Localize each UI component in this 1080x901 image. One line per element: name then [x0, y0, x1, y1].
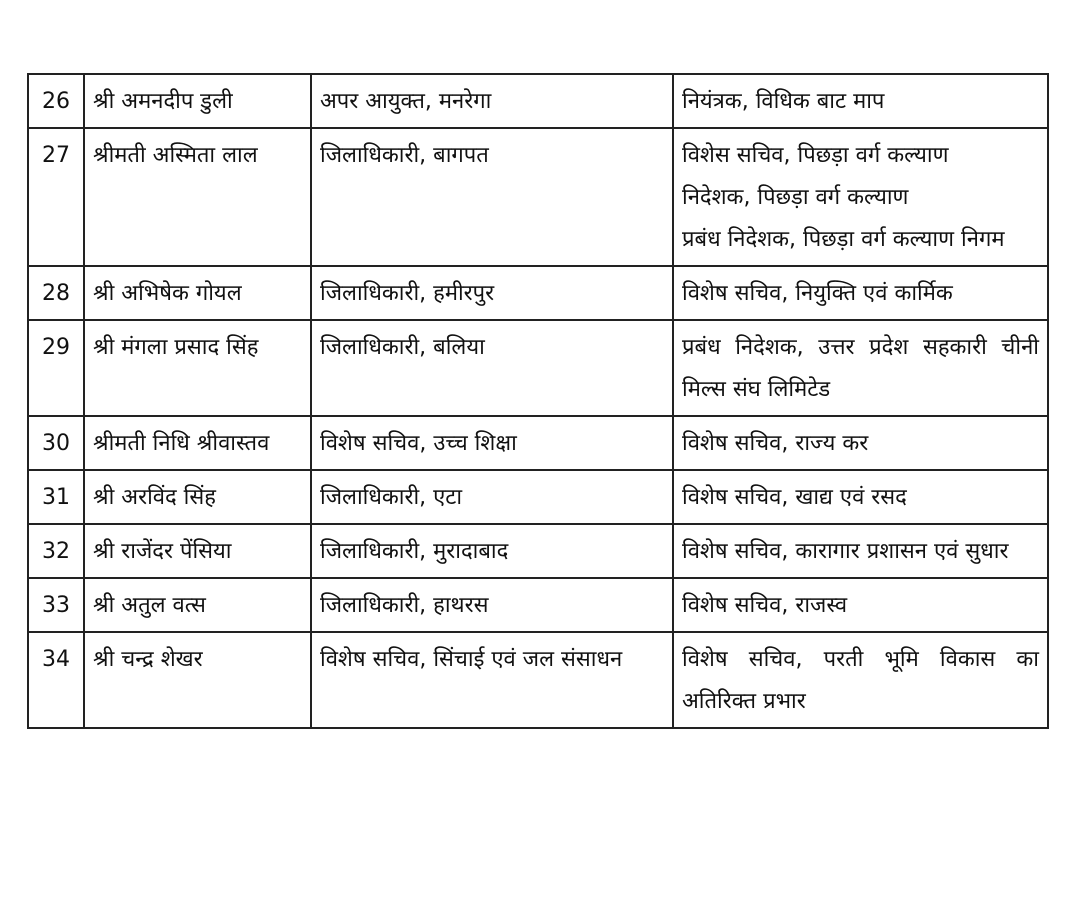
officer-name: श्री अभिषेक गोयल: [84, 266, 311, 320]
officer-name: श्री मंगला प्रसाद सिंह: [84, 320, 311, 416]
table-row: [28, 320, 1048, 416]
table-row: [28, 128, 1048, 266]
transfer-list-table: [27, 73, 1049, 729]
table-row: [28, 578, 1048, 632]
new-posting: विशेष सचिव, राजस्व: [673, 578, 1048, 632]
serial-number: 31: [28, 470, 84, 524]
serial-number: 30: [28, 416, 84, 470]
current-posting: जिलाधिकारी, एटा: [311, 470, 673, 524]
current-posting: विशेष सचिव, उच्च शिक्षा: [311, 416, 673, 470]
serial-number: 27: [28, 128, 84, 266]
current-posting: जिलाधिकारी, हमीरपुर: [311, 266, 673, 320]
officer-name: श्री चन्द्र शेखर: [84, 632, 311, 728]
current-posting: जिलाधिकारी, बलिया: [311, 320, 673, 416]
serial-number: 34: [28, 632, 84, 728]
officer-name: श्री राजेंदर पेंसिया: [84, 524, 311, 578]
current-posting: जिलाधिकारी, मुरादाबाद: [311, 524, 673, 578]
officer-name: श्रीमती अस्मिता लाल: [84, 128, 311, 266]
current-posting: अपर आयुक्त, मनरेगा: [311, 74, 673, 128]
new-posting: विशेष सचिव, नियुक्ति एवं कार्मिक: [673, 266, 1048, 320]
serial-number: 26: [28, 74, 84, 128]
table-row: [28, 470, 1048, 524]
table-row: [28, 74, 1048, 128]
current-posting: जिलाधिकारी, हाथरस: [311, 578, 673, 632]
new-posting: विशेष सचिव, परती भूमि विकास का अतिरिक्त प्रभार: [673, 632, 1048, 728]
new-posting: विशेष सचिव, राज्य कर: [673, 416, 1048, 470]
officer-name: श्री अमनदीप डुली: [84, 74, 311, 128]
new-posting: विशेष सचिव, खाद्य एवं रसद: [673, 470, 1048, 524]
serial-number: 28: [28, 266, 84, 320]
current-posting: जिलाधिकारी, बागपत: [311, 128, 673, 266]
table-row: [28, 524, 1048, 578]
current-posting: विशेष सचिव, सिंचाई एवं जल संसाधन: [311, 632, 673, 728]
table-row: [28, 416, 1048, 470]
new-posting: नियंत्रक, विधिक बाट माप: [673, 74, 1048, 128]
new-posting: विशेस सचिव, पिछड़ा वर्ग कल्याण निदेशक, पिछड़ा वर्ग कल्याण प्रबंध निदेशक, पिछड़ा वर्ग कल्याण निगम: [673, 128, 1048, 266]
officer-name: श्री अरविंद सिंह: [84, 470, 311, 524]
table-row: [28, 266, 1048, 320]
serial-number: 29: [28, 320, 84, 416]
officer-name: श्रीमती निधि श्रीवास्तव: [84, 416, 311, 470]
officer-name: श्री अतुल वत्स: [84, 578, 311, 632]
serial-number: 33: [28, 578, 84, 632]
table-row: [28, 632, 1048, 728]
new-posting: विशेष सचिव, कारागार प्रशासन एवं सुधार: [673, 524, 1048, 578]
new-posting: प्रबंध निदेशक, उत्तर प्रदेश सहकारी चीनी मिल्स संघ लिमिटेड: [673, 320, 1048, 416]
serial-number: 32: [28, 524, 84, 578]
